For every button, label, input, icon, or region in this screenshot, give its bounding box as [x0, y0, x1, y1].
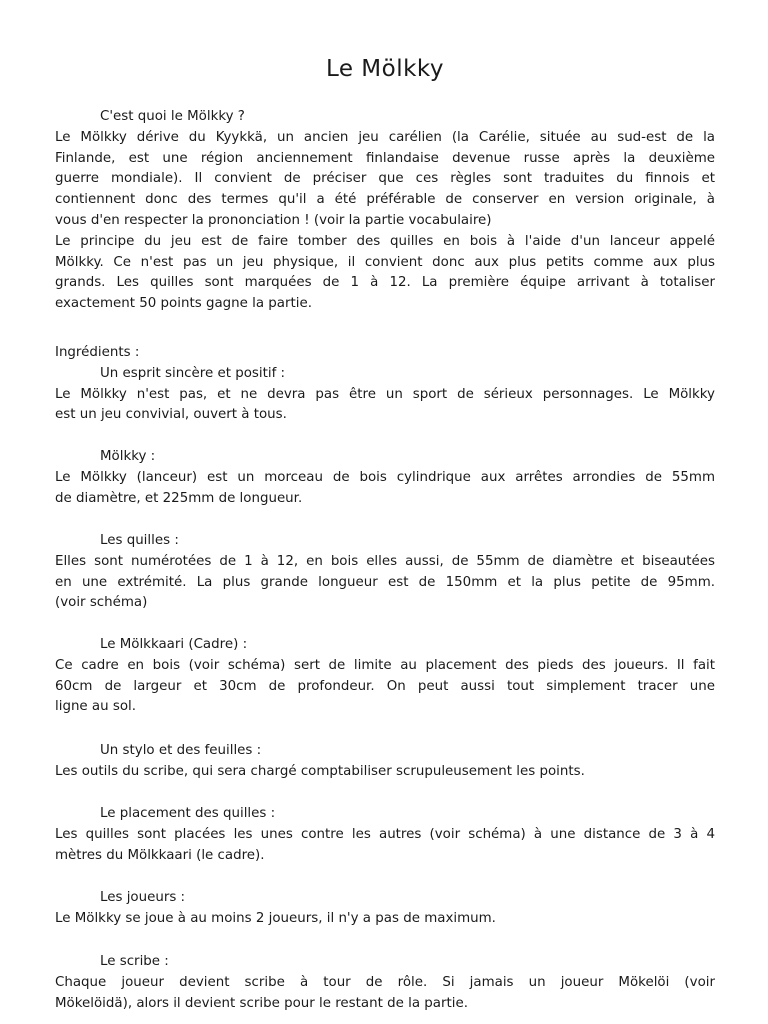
paragraph-line: grands. Les quilles sont marquées de 1 à 12. La première équipe arrivant à totaliser: [55, 275, 715, 291]
paragraph-line: est un jeu convivial, ouvert à tous.: [55, 407, 287, 423]
paragraph-line: Finlande, est une région anciennement finlandaise devenue russe après la deuxième: [55, 150, 715, 166]
section-heading-stylo: Un stylo et des feuilles :: [100, 743, 262, 758]
paragraph-line: de diamètre, et 225mm de longueur.: [55, 490, 303, 506]
page-title: Le Mölkky: [325, 56, 445, 82]
section-heading-molkky: Mölkky :: [100, 449, 156, 464]
section-heading-scribe: Le scribe :: [100, 954, 169, 969]
paragraph-line: 60cm de largeur et 30cm de profondeur. On peut aussi tout simplement tracer une: [55, 678, 715, 694]
paragraph-line: Les quilles sont placées les unes contre les autres (voir schéma) à une distance de 3 à 4: [55, 826, 715, 842]
section-heading-cadre: Le Mölkkaari (Cadre) :: [100, 637, 248, 652]
quilles-section: [55, 531, 715, 614]
paragraph-line: Le principe du jeu est de faire tomber des quilles en bois à l'aide d'un lanceur appelé: [55, 233, 715, 249]
paragraph-line: Le Mölkky dérive du Kyykkä, un ancien jeu carélien (la Carélie, située au sud-est de la: [55, 129, 715, 145]
paragraph-line: Elles sont numérotées de 1 à 12, en bois elles aussi, de 55mm de diamètre et biseautées: [55, 553, 715, 569]
paragraph-line: Mökelöidä), alors il devient scribe pour le restant de la partie.: [55, 995, 468, 1011]
paragraph-line: vous d'en respecter la prononciation ! (voir la partie vocabulaire): [55, 212, 492, 228]
paragraph-line: guerre mondiale). Il convient de préciser que ces règles sont traduites du finnois et: [55, 171, 715, 187]
paragraph-line: (voir schéma): [55, 595, 148, 611]
section-heading-joueurs: Les joueurs :: [100, 890, 186, 905]
paragraph-line: Le Mölkky n'est pas, et ne devra pas être un sport de sérieux personnages. Le Mölkky: [55, 386, 715, 402]
paragraph-line: Les outils du scribe, qui sera chargé comptabiliser scrupuleusement les points.: [55, 763, 585, 779]
intro-section: [55, 107, 715, 315]
molkky-section: [55, 447, 715, 509]
paragraph-line: Mölkky. Ce n'est pas un jeu physique, il convient donc aux plus petits comme aux plus: [55, 254, 715, 270]
ingredients-section: [55, 343, 715, 426]
section-heading-placement: Le placement des quilles :: [100, 806, 276, 821]
ingredients-label: Ingrédients :: [55, 345, 140, 360]
paragraph-line: Ce cadre en bois (voir schéma) sert de limite au placement des pieds des joueurs. Il fait: [55, 657, 715, 673]
paragraph-line: exactement 50 points gagne la partie.: [55, 296, 312, 312]
section-heading-quilles: Les quilles :: [100, 533, 179, 548]
paragraph-line: Chaque joueur devient scribe à tour de rôle. Si jamais un joueur Mökelöi (voir: [55, 974, 715, 990]
joueurs-section: [55, 888, 715, 930]
paragraph-line: mètres du Mölkkaari (le cadre).: [55, 847, 265, 863]
paragraph-line: en une extrémité. La plus grande longueur est de 150mm et la plus petite de 95mm.: [55, 574, 715, 590]
document-page: [55, 0, 715, 1024]
section-heading-esprit: Un esprit sincère et positif :: [100, 365, 286, 381]
scribe-section: [55, 952, 715, 1014]
placement-section: [55, 804, 715, 866]
cadre-section: [55, 635, 715, 718]
paragraph-line: Le Mölkky se joue à au moins 2 joueurs, il n'y a pas de maximum.: [55, 910, 496, 926]
paragraph-line: ligne au sol.: [55, 699, 137, 715]
paragraph-line: Le Mölkky (lanceur) est un morceau de bois cylindrique aux arrêtes arrondies de 55mm: [55, 469, 715, 485]
stylo-section: [55, 741, 715, 783]
paragraph-line: contiennent donc des termes qu'il a été préférable de conserver en version originale, à: [55, 192, 715, 208]
intro-heading: C'est quoi le Mölkky ?: [100, 109, 245, 124]
